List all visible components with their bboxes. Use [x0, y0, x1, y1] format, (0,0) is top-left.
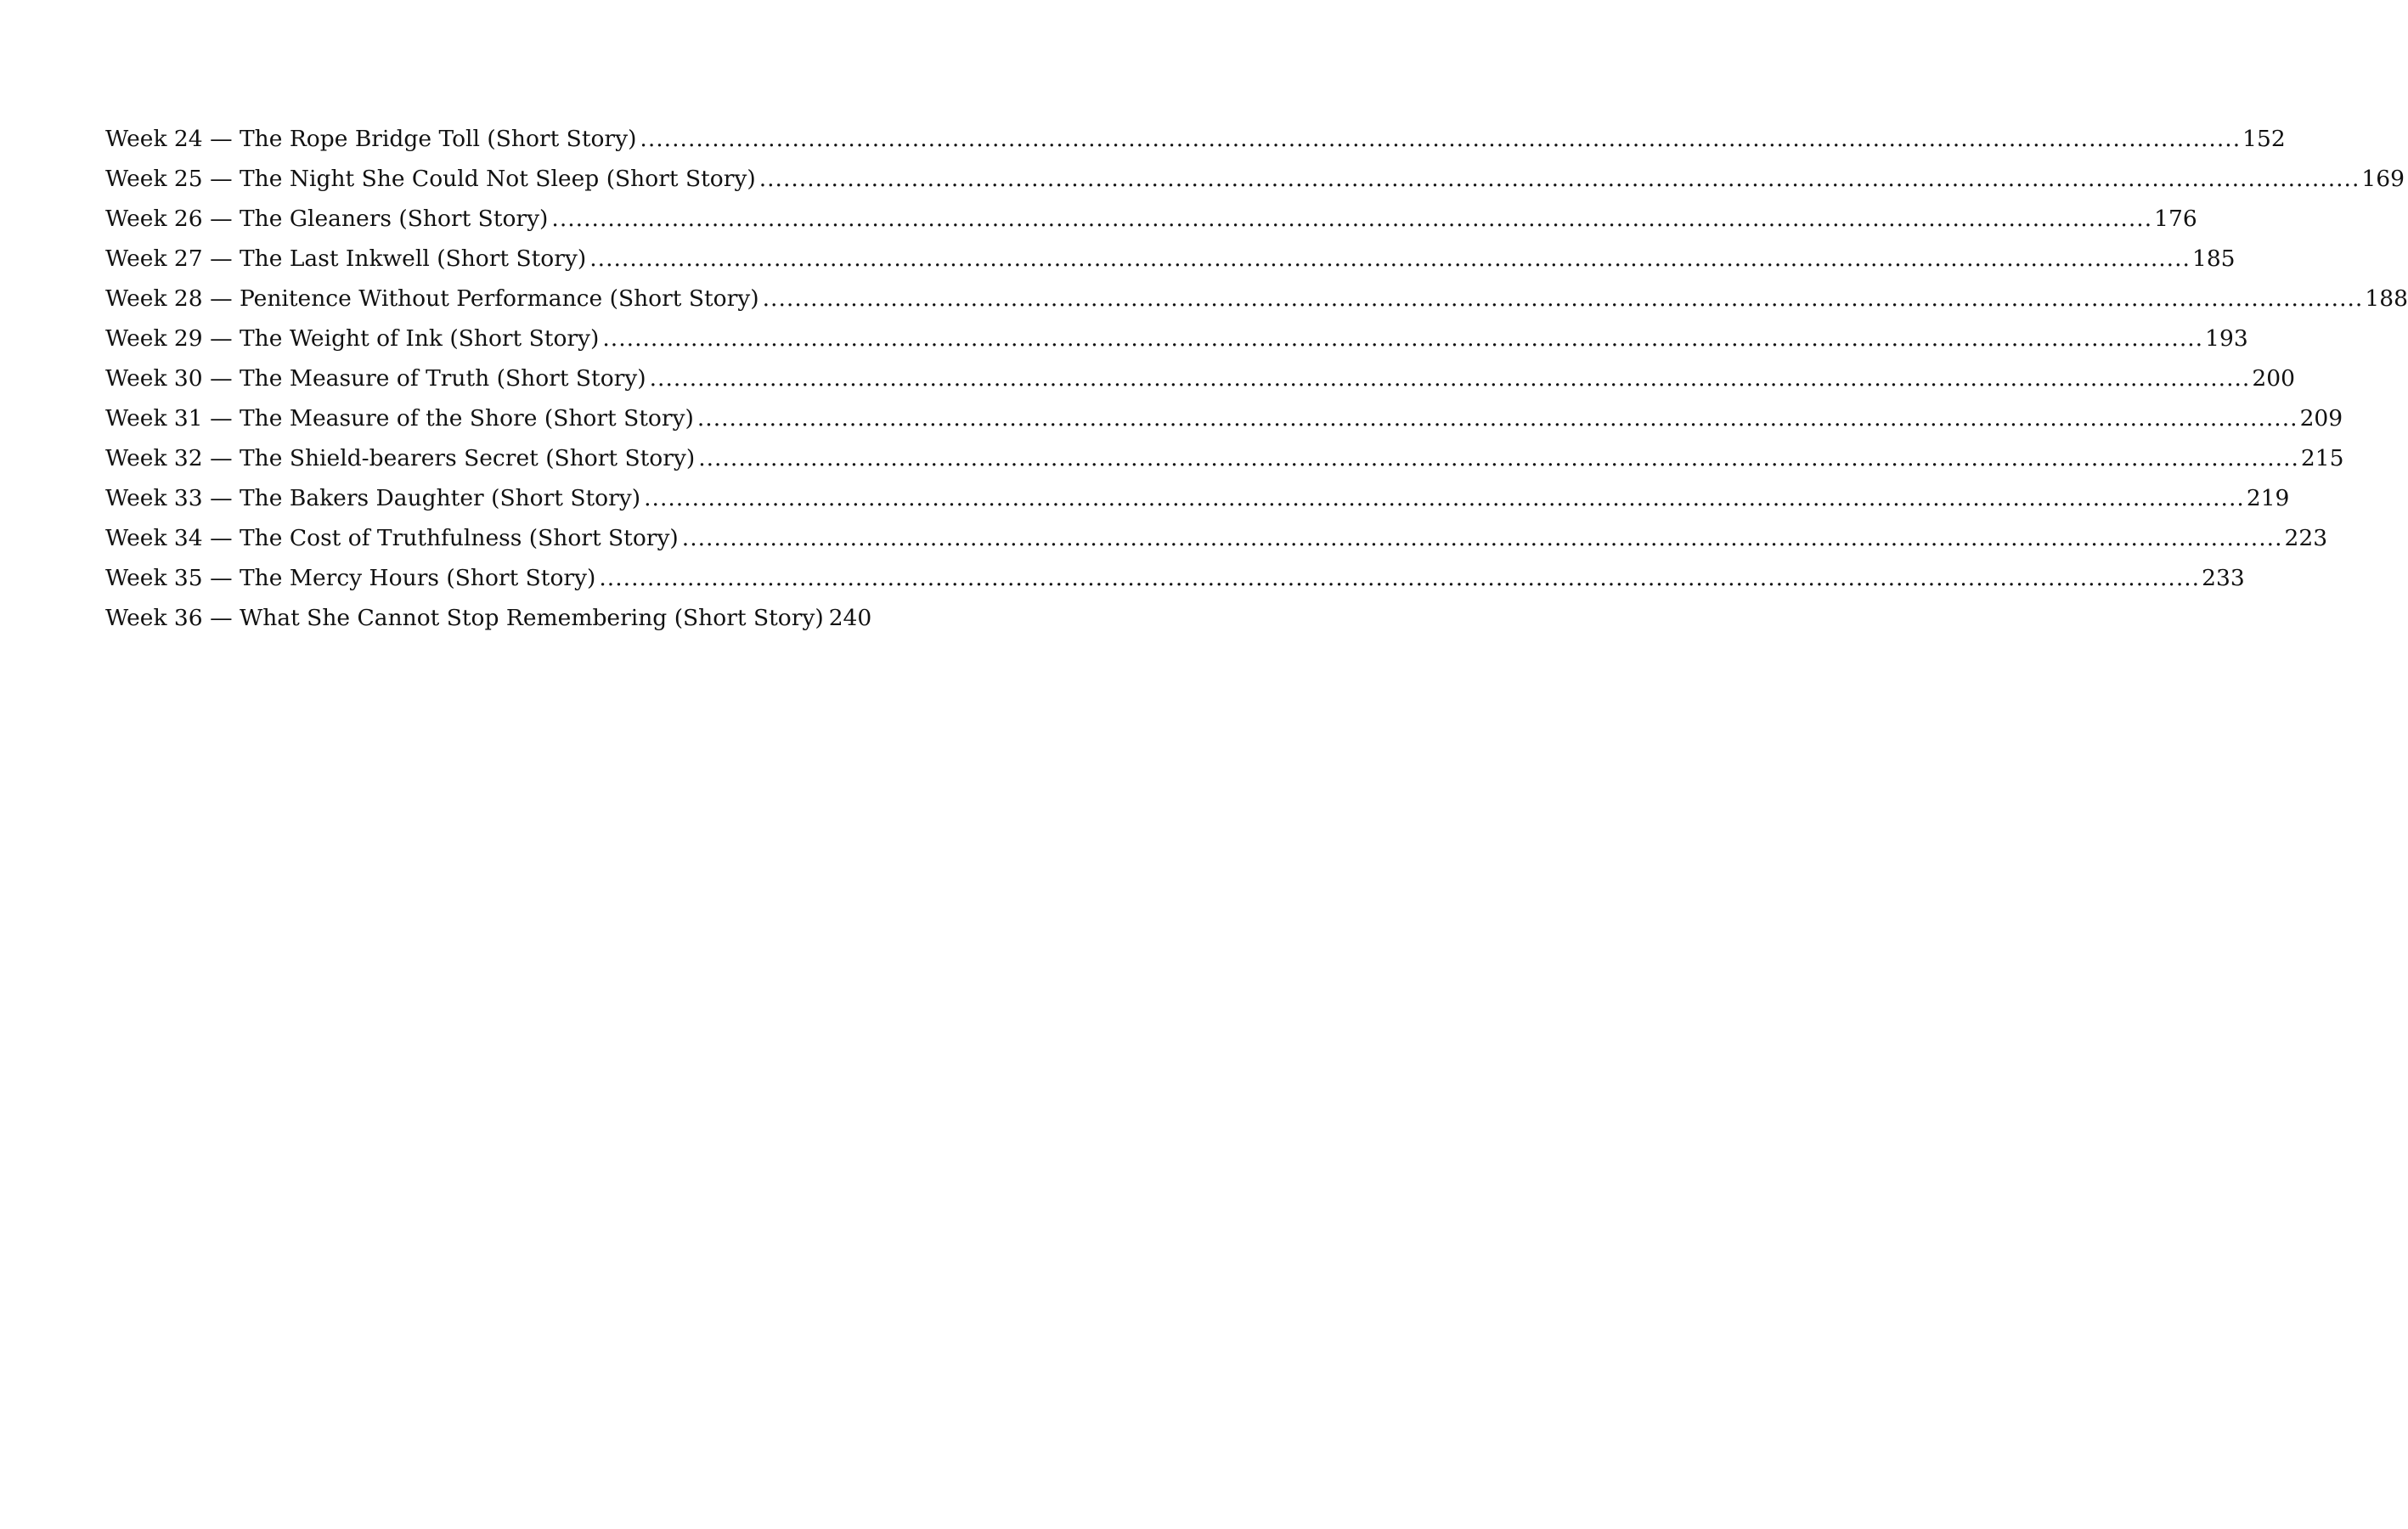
- toc-dot-leader: [640, 124, 2241, 155]
- toc-entry-page: 240: [828, 605, 872, 631]
- toc-dot-leader: [599, 563, 2200, 594]
- toc-entry-page: 233: [2202, 565, 2245, 591]
- toc-entry[interactable]: [105, 164, 2405, 204]
- toc-entry-page: 193: [2205, 325, 2248, 352]
- toc-entry[interactable]: [105, 204, 2197, 244]
- toc-entry[interactable]: [105, 443, 2344, 483]
- toc-entry-page: 200: [2252, 365, 2295, 392]
- toc-entry-page: 152: [2242, 126, 2286, 152]
- toc-dot-leader: [763, 284, 2364, 314]
- toc-entry-page: 169: [2361, 166, 2405, 192]
- toc-entry[interactable]: [105, 403, 2343, 443]
- toc-entry-title: Week 31 — The Measure of the Shore (Short Story): [105, 405, 694, 432]
- toc-entry[interactable]: [105, 124, 2286, 164]
- toc-dot-leader: [697, 403, 2298, 434]
- toc-entry[interactable]: [105, 483, 2290, 523]
- toc-entry[interactable]: [105, 284, 2408, 324]
- toc-entry[interactable]: [105, 603, 872, 643]
- toc-dot-leader: [698, 443, 2299, 474]
- toc-entry[interactable]: [105, 563, 2245, 603]
- toc-entry[interactable]: [105, 523, 2328, 563]
- toc-entry-title: Week 29 — The Weight of Ink (Short Story): [105, 325, 600, 352]
- toc-entry-page: 223: [2284, 525, 2328, 551]
- toc-entry[interactable]: [105, 324, 2248, 364]
- toc-entry-title: Week 34 — The Cost of Truthfulness (Short Story): [105, 525, 679, 551]
- toc-dot-leader: [602, 324, 2203, 354]
- toc-entry-page: 219: [2246, 485, 2290, 511]
- toc-entry-page: 209: [2299, 405, 2343, 432]
- toc-entry-page: 176: [2154, 206, 2197, 232]
- toc-entry-page: 188: [2365, 285, 2408, 312]
- toc-entry-title: Week 30 — The Measure of Truth (Short Story): [105, 365, 646, 392]
- toc-dot-leader: [759, 164, 2360, 195]
- toc-entry-title: Week 27 — The Last Inkwell (Short Story): [105, 245, 587, 272]
- toc-entry-title: Week 36 — What She Cannot Stop Remembering (Short Story): [105, 605, 824, 631]
- toc-dot-leader: [644, 483, 2245, 514]
- toc-entry[interactable]: [105, 364, 2295, 403]
- toc-entry-title: Week 33 — The Bakers Daughter (Short Story): [105, 485, 641, 511]
- toc-entry[interactable]: [105, 244, 2236, 284]
- toc-entry-title: Week 28 — Penitence Without Performance (Short Story): [105, 285, 759, 312]
- toc-entry-page: 185: [2191, 245, 2236, 272]
- toc-dot-leader: [650, 364, 2251, 394]
- toc-dot-leader: [551, 204, 2152, 234]
- toc-entry-title: Week 26 — The Gleaners (Short Story): [105, 206, 549, 232]
- toc-dot-leader: [589, 244, 2191, 274]
- table-of-contents: [105, 124, 2408, 643]
- toc-entry-title: Week 32 — The Shield-bearers Secret (Short Story): [105, 445, 696, 471]
- toc-entry-page: 215: [2300, 445, 2344, 471]
- toc-entry-title: Week 25 — The Night She Could Not Sleep (Short Story): [105, 166, 756, 192]
- toc-entry-title: Week 35 — The Mercy Hours (Short Story): [105, 565, 596, 591]
- toc-entry-title: Week 24 — The Rope Bridge Toll (Short Story): [105, 126, 637, 152]
- toc-dot-leader: [682, 523, 2283, 554]
